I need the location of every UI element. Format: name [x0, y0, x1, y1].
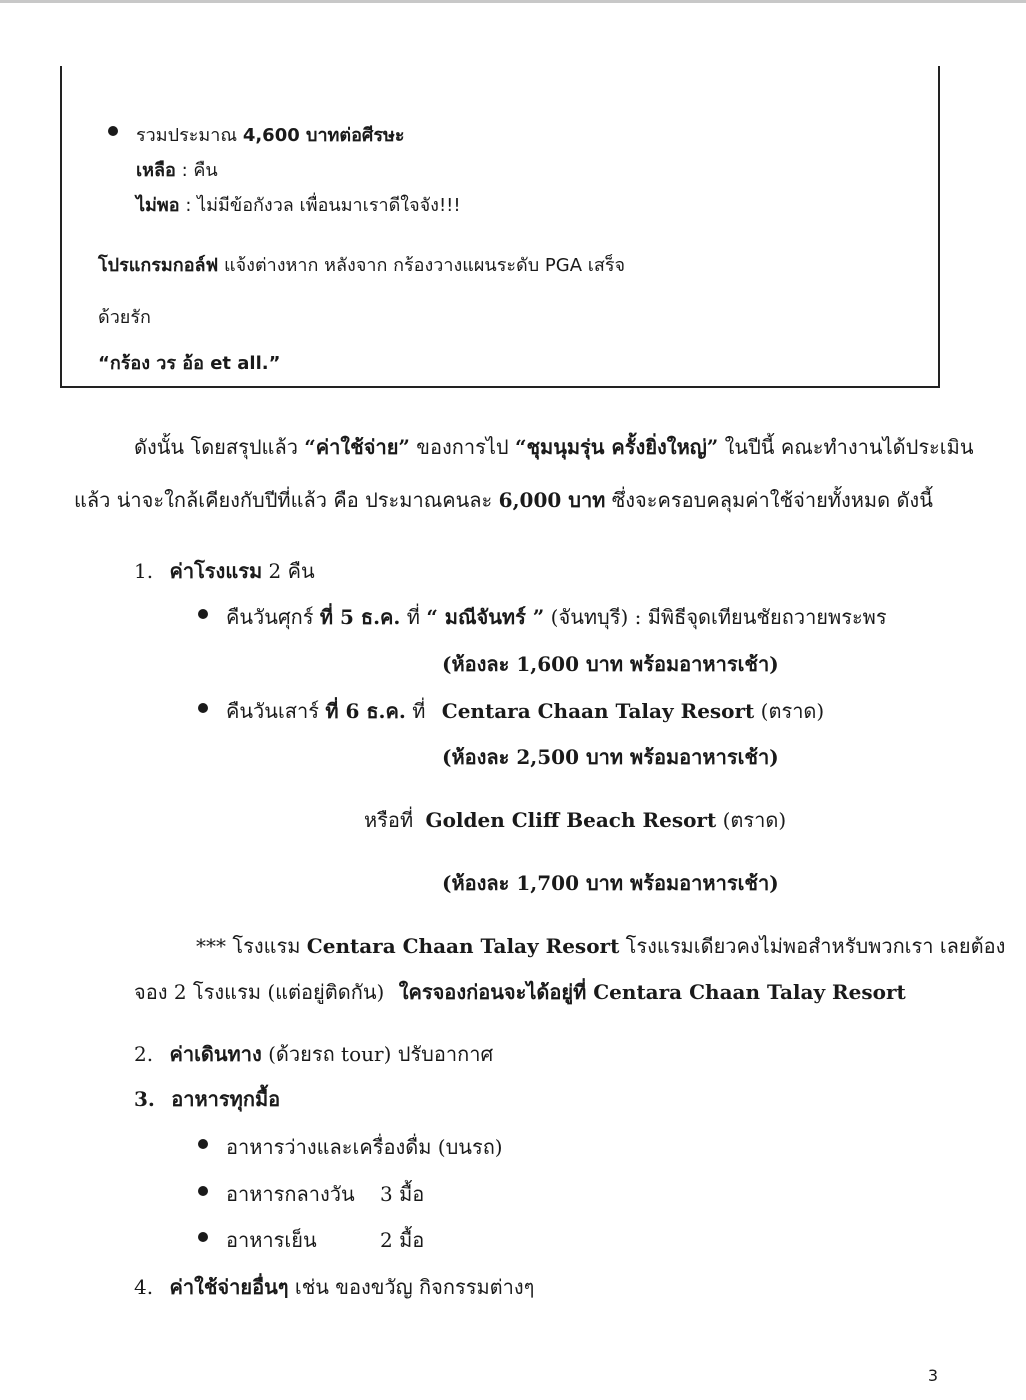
summary-line-2	[74, 484, 933, 516]
item-travel	[134, 1038, 493, 1070]
note-text: โรงแรมเดียวคงไม่พอสำหรับพวกเรา เลยต้อง	[625, 934, 1006, 958]
item-title: ค่าใช้จ่ายอื่นๆ	[169, 1275, 289, 1299]
food-count: 3 มื้อ	[380, 1182, 425, 1206]
total-prefix: รวมประมาณ	[136, 125, 238, 146]
saturday-at: ที่	[412, 699, 426, 723]
item-title: อาหารทุกมื้อ	[171, 1087, 281, 1111]
alt-location: (ตราด)	[722, 808, 787, 832]
signature: “กร้อง วร อ้อ et all.”	[98, 353, 281, 374]
saturday-label: คืนวันเสาร์	[226, 699, 319, 723]
note-text: *** โรงแรม	[196, 934, 301, 958]
food-item: อาหารกลางวัน	[226, 1182, 355, 1206]
hotel-note-line-1	[196, 930, 1005, 962]
alt-hotel: Golden Cliff Beach Resort	[425, 808, 717, 832]
saturday-date: ที่ 6 ธ.ค.	[325, 699, 406, 723]
item-food	[134, 1083, 280, 1115]
page-number: 3	[927, 1366, 938, 1385]
remain-value: : คืน	[181, 160, 218, 181]
food-count: 2 มื้อ	[380, 1228, 425, 1252]
total-line	[136, 120, 405, 149]
notenough-label: ไม่พอ	[136, 195, 180, 216]
remain-label: เหลือ	[136, 160, 176, 181]
food-item: อาหารว่างและเครื่องดื่ม (บนรถ)	[226, 1135, 503, 1159]
cost-term: “ค่าใช้จ่าย”	[304, 435, 410, 459]
friday-label: คืนวันศุกร์	[226, 605, 314, 629]
summary-text: ในปีนี้ คณะทำงานได้ประเมิน	[724, 435, 974, 459]
alt-hotel-line	[364, 804, 786, 836]
item-number: 3.	[134, 1087, 155, 1111]
notenough-line	[136, 190, 461, 219]
saturday-price: (ห้องละ 2,500 บาท พร้อมอาหารเช้า)	[442, 745, 779, 769]
item-number: 2.	[134, 1042, 154, 1066]
alt-price: (ห้องละ 1,700 บาท พร้อมอาหารเช้า)	[442, 871, 779, 895]
item-rest: 2 คืน	[268, 559, 315, 583]
saturday-location: (ตราด)	[760, 699, 825, 723]
note-text: จอง 2 โรงแรม (แต่อยู่ติดกัน)	[134, 980, 385, 1004]
item-title: ค่าโรงแรม	[169, 559, 263, 583]
closing-text: ด้วยรัก	[98, 307, 151, 328]
golf-line	[98, 250, 625, 279]
bullet-dot	[198, 703, 208, 713]
notenough-value: : ไม่มีข้อกังวล เพื่อนมาเราดีใจจัง!!!	[185, 195, 461, 216]
item-number: 1.	[134, 559, 154, 583]
bullet-dot	[198, 609, 208, 619]
event-term: “ชุมนุมรุ่น ครั้งยิ่งใหญ่”	[514, 435, 719, 459]
item-rest: เช่น ของขวัญ กิจกรรมต่างๆ	[294, 1275, 535, 1299]
remain-line	[136, 155, 218, 184]
bullet-dot	[198, 1232, 208, 1242]
summary-text: ซึ่งจะครอบคลุมค่าใช้จ่ายทั้งหมด ดังนี้	[611, 488, 933, 512]
friday-night-line	[226, 601, 887, 633]
golf-value: แจ้งต่างหาก หลังจาก กร้องวางแผนระดับ PGA เสร็จ	[224, 255, 626, 276]
bullet-dot	[198, 1186, 208, 1196]
golf-label: โปรแกรมกอล์ฟ	[98, 255, 219, 276]
friday-date: ที่ 5 ธ.ค.	[319, 605, 401, 629]
friday-price: (ห้องละ 1,600 บาท พร้อมอาหารเช้า)	[442, 652, 779, 676]
friday-location: (จันทบุรี) : มีพิธีจุดเทียนชัยถวายพระพร	[550, 605, 887, 629]
alt-label: หรือที่	[364, 808, 414, 832]
top-edge-line	[0, 0, 1026, 3]
note-hotel: Centara Chaan Talay Resort	[306, 934, 620, 958]
saturday-hotel: Centara Chaan Talay Resort	[441, 699, 755, 723]
saturday-night-line	[226, 695, 824, 727]
item-title: ค่าเดินทาง	[169, 1042, 262, 1066]
per-person-amount: 6,000 บาท	[498, 488, 606, 512]
item-rest: (ด้วยรถ tour) ปรับอากาศ	[268, 1042, 494, 1066]
letter-box	[60, 66, 940, 388]
summary-line-1	[134, 431, 974, 463]
total-amount: 4,600 บาทต่อศีรษะ	[242, 125, 405, 146]
summary-text: ของการไป	[416, 435, 509, 459]
friday-hotel: “ มณีจันทร์ ”	[426, 605, 545, 629]
hotel-note-line-2	[134, 976, 906, 1008]
item-other	[134, 1271, 534, 1303]
item-number: 4.	[134, 1275, 154, 1299]
food-item: อาหารเย็น	[226, 1228, 317, 1252]
item-hotel	[134, 555, 315, 587]
bullet-dot	[198, 1139, 208, 1149]
summary-text: แล้ว น่าจะใกล้เคียงกับปีที่แล้ว คือ ประมาณคนละ	[74, 488, 493, 512]
bullet-dot	[108, 126, 118, 136]
note-emphasis: ใครจองก่อนจะได้อยู่ที่ Centara Chaan Talay Resort	[398, 980, 906, 1004]
summary-text: ดังนั้น โดยสรุปแล้ว	[134, 435, 298, 459]
friday-at: ที่	[406, 605, 420, 629]
